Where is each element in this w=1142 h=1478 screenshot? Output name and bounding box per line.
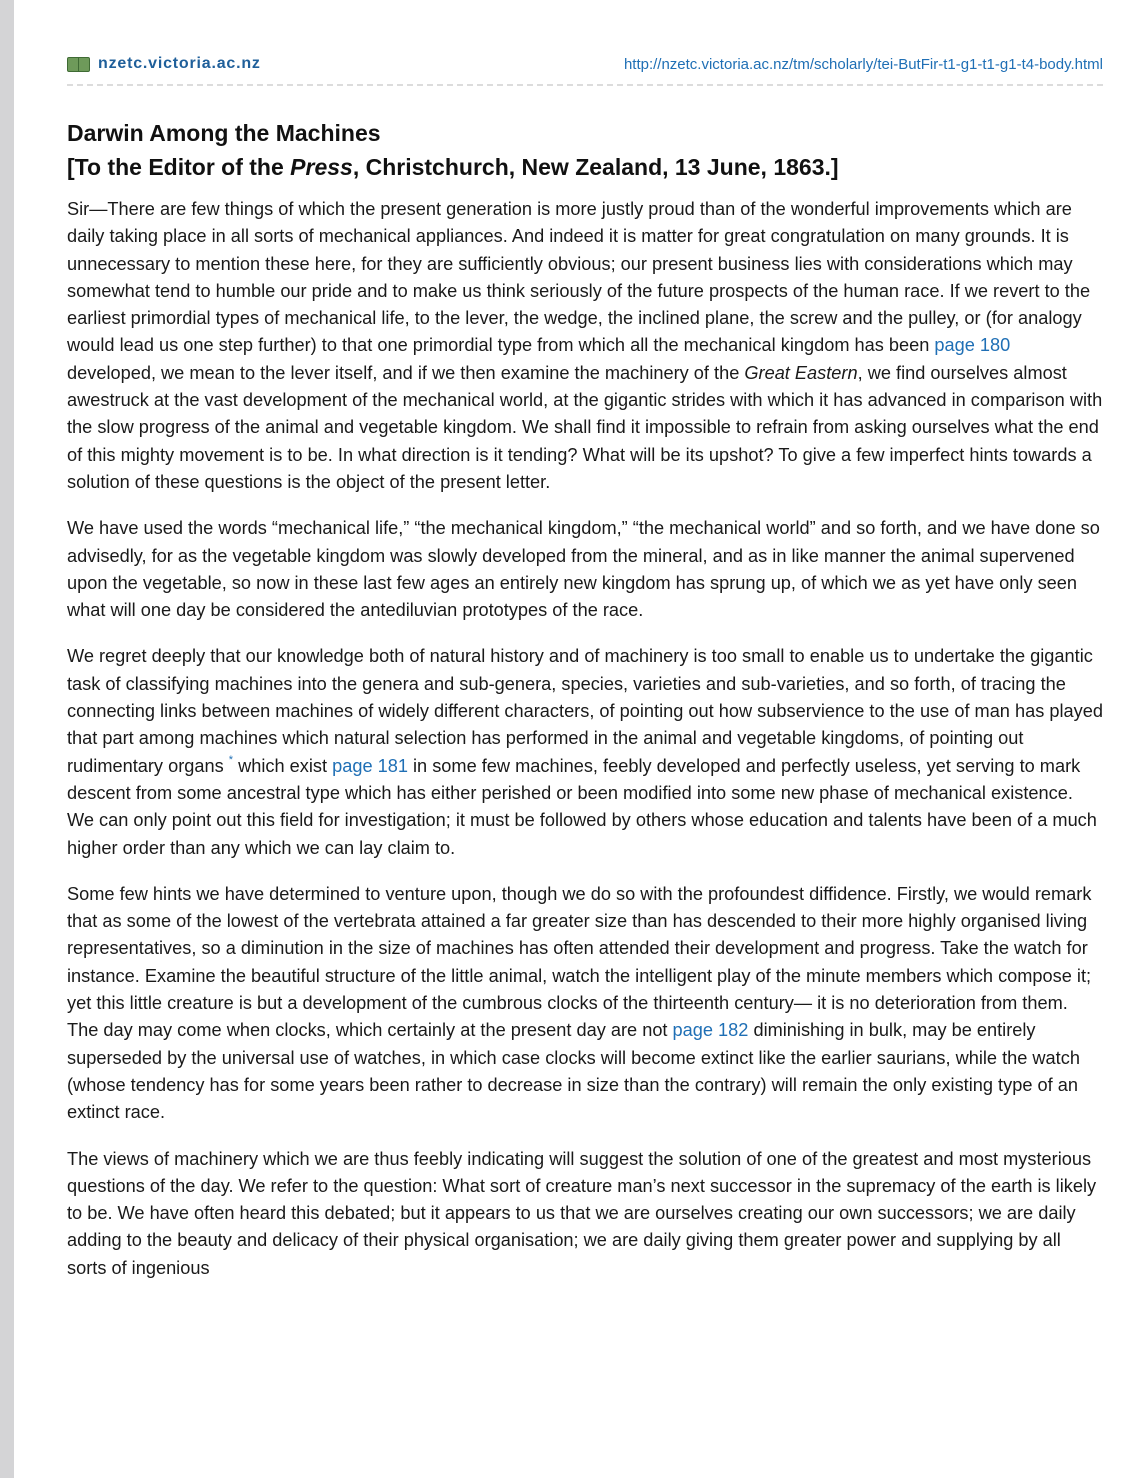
title-line-2-suffix: , Christchurch, New Zealand, 13 June, 1863.]	[352, 154, 839, 180]
site-link[interactable]	[67, 55, 261, 73]
page-url-link[interactable]: http://nzetc.victoria.ac.nz/tm/scholarly/tei-ButFir-t1-g1-t1-g1-t4-body.html	[623, 56, 1103, 73]
site-name[interactable]: nzetc.victoria.ac.nz	[98, 55, 261, 72]
page-181-link[interactable]: page 181	[332, 755, 408, 776]
text-segment: developed, we mean to the lever itself, and if we then examine the machinery of the	[67, 362, 745, 383]
page-content	[67, 0, 1103, 1301]
great-eastern-italic: Great Eastern	[744, 362, 858, 383]
page-180-link[interactable]: page 180	[934, 335, 1011, 356]
text-segment: Sir—There are few things of which the present generation is more justly proud than of the wonderful improvements which are daily taking place in all sorts of mechanical appliances. And indeed it is matter for great congratulation on many grounds. It is unnecessary to mention these here, for they are sufficiently obvious; our present business lies with considerations which may somewhat tend to humble our pride and to make us think seriously of the future prospects of the human race. If we revert to the earliest primordial types of mechanical life, to the lever, the wedge, the inclined plane, the screw and the pulley, or (for analogy would lead us one step further) to that one primordial type from which all the mechanical kingdom has been	[67, 199, 1091, 356]
page-title	[67, 116, 1103, 184]
paragraph-1	[67, 196, 1103, 496]
title-line-1: Darwin Among the Machines	[67, 120, 381, 146]
paragraph-3	[67, 643, 1103, 861]
text-segment: We regret deeply that our knowledge both of natural history and of machinery is too small to enable us to undertake the gigantic task of classifying machines into the genera and sub-genera, species, varieties and sub-varieties, and so forth, of tracing the connecting links between machines of widely different characters, of pointing out how subservience to the use of man has played that part among machines which natural selection has performed in the animal and vegetable kingdoms, of pointing out rudimentary organs	[67, 646, 1103, 776]
book-icon	[67, 56, 89, 72]
text-segment: diminishing in bulk, may be entirely superseded by the universal use of watches, in which case clocks will become extinct like the earlier saurians, while the watch (whose tendency has for some years been rather to decrease in size than the contrary) will remain the only existing type of an extinct race.	[67, 1020, 1080, 1123]
paragraph-2: We have used the words “mechanical life,” “the mechanical kingdom,” “the mechanical world” and so forth, and we have done so advisedly, for as the vegetable kingdom was slowly developed from the mineral, and as in like manner the animal supervened upon the vegetable, so now in these last few ages an entirely new kingdom has sprung up, of which we as yet have only seen what will one day be considered the antediluvian prototypes of the race.	[67, 518, 1100, 621]
text-segment: Some few hints we have determined to venture upon, though we do so with the profoundest diffidence. Firstly, we would remark that as some of the lowest of the vertebrata attained a far greater size than has descended to their more highly organised living representatives, so a diminution in the size of machines has often attended their development and progress. Take the watch for instance. Examine the beautiful structure of the little animal, watch the intelligent play of the minute members which compose it; yet this little creature is but a development of the cumbrous clocks of the thirteenth century— it is no deterioration from them. The day may come when clocks, which certainly at the present day are not	[67, 883, 1092, 1041]
page-182-link[interactable]: page 182	[672, 1020, 749, 1041]
paragraph-5: The views of machinery which we are thus feebly indicating will suggest the solution of one of the greatest and most mysterious questions of the day. We refer to the question: What sort of creature man’s next successor in the supremacy of the earth is likely to be. We have often heard this debated; but it appears to us that we are ourselves creating our own successors; we are daily adding to the beauty and delicacy of their physical organisation; we are daily giving them greater power and supplying by all sorts of ingenious	[67, 1148, 1097, 1278]
paragraph-4	[67, 881, 1103, 1127]
article-body	[67, 196, 1103, 1282]
footnote-link[interactable]: *	[228, 753, 234, 766]
text-segment: which exist	[233, 755, 333, 776]
page-header	[67, 0, 1103, 86]
title-press: Press	[290, 154, 353, 180]
text-segment: in some few machines, feebly developed and perfectly useless, yet serving to mark descent from some ancestral type which has either perished or been modified into some new phase of mechanical existence. We can only point out this field for investigation; it must be followed by others whose education and talents have been of a much higher order than any which we can lay claim to.	[67, 755, 1097, 858]
title-line-2-prefix: [To the Editor of the	[67, 154, 291, 180]
text-segment: , we find ourselves almost awestruck at the vast development of the mechanical world, at the gigantic strides with which it has advanced in comparison with the slow progress of the animal and vegetable kingdom. We shall find it impossible to refrain from asking ourselves what the end of this mighty movement is to be. In what direction is it tending? What will be its upshot? To give a few imperfect hints towards a solution of these questions is the object of the present letter.	[67, 362, 1103, 492]
left-margin-bar	[0, 0, 14, 1478]
